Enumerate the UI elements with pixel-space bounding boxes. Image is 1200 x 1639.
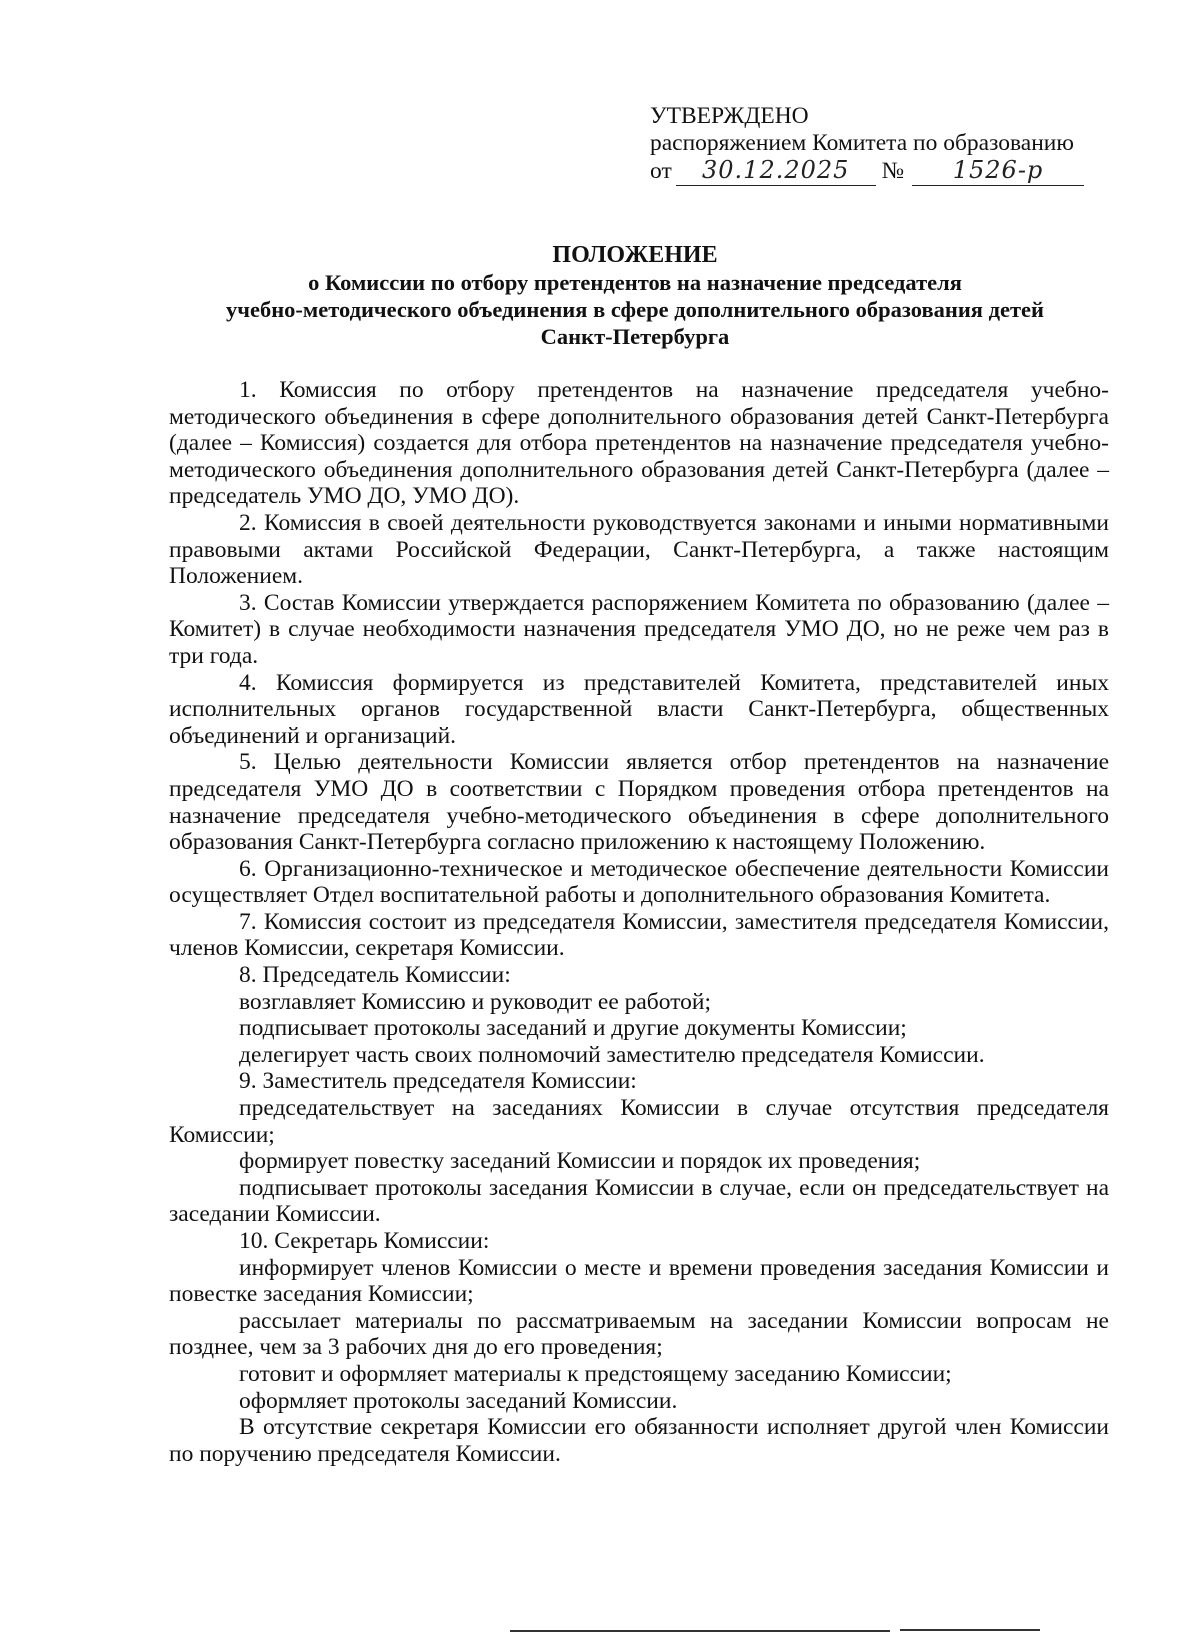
approval-block [650, 103, 1100, 186]
scan-edge-line [510, 1630, 890, 1632]
document-title: ПОЛОЖЕНИЕ [552, 242, 718, 268]
paragraph-8-item-2: подписывает протоколы заседаний и другие документы Комиссии; [239, 1015, 907, 1042]
approval-title: УТВЕРЖДЕНО [650, 103, 809, 129]
paragraph-5: 5. Целью деятельности Комиссии является отбор претендентов на назначение председателя УМО ДО в соответствии с Порядком проведения отбора претендентов на назначение председателя учебно-методического объединения в сфере дополнительного образования Санкт-Петербурга согласно приложению к настоящему Положению. [169, 749, 1109, 856]
paragraph-10-item-2: рассылает материалы по рассматриваемым на заседании Комиссии вопросам не позднее, чем за 3 рабочих дня до его проведения; [169, 1307, 1109, 1361]
document-subtitle-line-3: Санкт-Петербурга [540, 324, 730, 349]
number-field [912, 157, 1084, 186]
paragraph-9-item-2: формирует повестку заседаний Комиссии и порядок их проведения; [239, 1148, 921, 1175]
paragraph-9: 9. Заместитель председателя Комиссии: [239, 1068, 637, 1095]
date-field [676, 157, 876, 186]
approval-authority: распоряжением Комитета по образованию [650, 130, 1074, 156]
paragraph-8-item-3: делегирует часть своих полномочий заместителю председателя Комиссии. [239, 1041, 985, 1068]
document-subtitle-line-1: о Комиссии по отбору претендентов на назначение председателя [308, 270, 962, 295]
handwritten-date: 30.12.2025 [702, 156, 850, 184]
paragraph-4: 4. Комиссия формируется из представителей Комитета, представителей иных исполнительных органов государственной власти Санкт-Петербурга, общественных объединений и организаций. [169, 669, 1109, 749]
scan-edge-line-2 [900, 1629, 1040, 1631]
number-label: № [881, 158, 905, 184]
paragraph-10-item-4: оформляет протоколы заседаний Комиссии. [239, 1387, 678, 1414]
document-body [169, 377, 1109, 1467]
handwritten-number: 1526-р [952, 156, 1044, 184]
paragraph-2: 2. Комиссия в своей деятельности руководствуется законами и иными нормативными правовыми актами Российской Федерации, Санкт-Петербурга, а также настоящим Положением. [169, 509, 1109, 590]
document-subtitle-line-2: учебно-методического объединения в сфере дополнительного образования детей [226, 297, 1044, 322]
paragraph-9-item-1: председательствует на заседаниях Комиссии в случае отсутствия председателя Комиссии; [169, 1095, 1109, 1148]
paragraph-6: 6. Организационно-техническое и методическое обеспечение деятельности Комиссии осуществляет Отдел воспитательной работы и дополнительного образования Комитета. [169, 855, 1109, 909]
paragraph-8: 8. Председатель Комиссии: [239, 962, 511, 989]
paragraph-10: 10. Секретарь Комиссии: [239, 1228, 490, 1254]
paragraph-10-item-1: информирует членов Комиссии о месте и времени проведения заседания Комиссии и повестке заседания Комиссии; [169, 1254, 1109, 1308]
paragraph-7: 7. Комиссия состоит из председателя Комиссии, заместителя председателя Комиссии, членов Комиссии, секретаря Комиссии. [169, 908, 1109, 962]
document-heading [160, 241, 1110, 350]
from-label: от [650, 158, 672, 184]
paragraph-10-note: В отсутствие секретаря Комиссии его обязанности исполняет другой член Комиссии по поручению председателя Комиссии. [169, 1414, 1109, 1467]
paragraph-1: 1. Комиссия по отбору претендентов на назначение председателя учебно-методического объединения в сфере дополнительного образования детей Санкт-Петербурга (далее – Комиссия) создается для отбора претендентов на назначение председателя учебно-методического объединения дополнительного образования детей Санкт-Петербурга (далее – председатель УМО ДО, УМО ДО). [169, 377, 1109, 510]
paragraph-9-item-3: подписывает протоколы заседания Комиссии в случае, если он председательствует на заседании Комиссии. [169, 1174, 1109, 1228]
approval-date-number-line [650, 157, 1100, 186]
paragraph-3: 3. Состав Комиссии утверждается распоряжением Комитета по образованию (далее – Комитет) в случае необходимости назначения председателя УМО ДО, но не реже чем раз в три года. [169, 589, 1109, 669]
paragraph-8-item-1: возглавляет Комиссию и руководит ее работой; [239, 988, 712, 1015]
paragraph-10-item-3: готовит и оформляет материалы к предстоящему заседанию Комиссии; [239, 1360, 952, 1387]
